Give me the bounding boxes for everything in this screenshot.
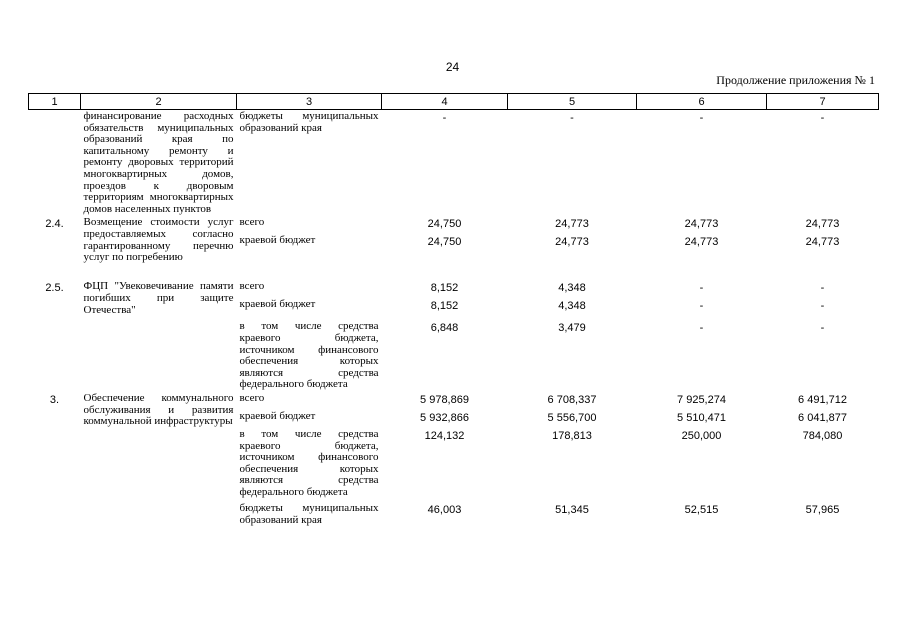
value-col5: 51,345 bbox=[555, 503, 589, 516]
funding-source: бюджеты муниципальных образований края bbox=[239, 501, 379, 526]
value-col5: 3,479 bbox=[558, 322, 586, 335]
budget-table bbox=[28, 93, 879, 527]
header-row bbox=[29, 94, 879, 110]
value-col7: 24,773 bbox=[805, 218, 840, 231]
value-col5: 4,348 bbox=[558, 282, 586, 295]
value-col5: 5 556,700 bbox=[547, 411, 597, 424]
value-col5: - bbox=[570, 112, 574, 124]
value-col7: - bbox=[820, 300, 825, 313]
col-header-1: 1 bbox=[29, 94, 81, 110]
funding-source: краевой бюджет bbox=[239, 298, 316, 311]
funding-source: всего bbox=[239, 280, 265, 293]
value-col6: 250,000 bbox=[681, 429, 722, 442]
row-number: 2.4. bbox=[45, 218, 64, 231]
value-col4: 46,003 bbox=[427, 503, 462, 516]
funding-source: в том числе средства краевого бюджета, источником финансового обеспечения которых являются средства федерального бюджета bbox=[239, 320, 379, 391]
value-col4: 8,152 bbox=[430, 282, 459, 295]
funding-source: краевой бюджет bbox=[239, 234, 316, 247]
value-col6: - bbox=[699, 300, 704, 313]
value-col4: 6,848 bbox=[430, 322, 459, 335]
value-col6: 24,773 bbox=[684, 218, 719, 231]
row-name: финансирование расходных обязательств муниципальных образований края по капитальному ремонту и ремонту дворовых территорий многоквартирных домов, проездов к дворовым территориям многоквартирных домов населенных пунктов bbox=[83, 110, 234, 215]
col-header-4: 4 bbox=[382, 94, 508, 110]
value-col6: 7 925,274 bbox=[677, 393, 726, 406]
row-name: Возмещение стоимости услуг предоставляемых согласно гарантированному перечню услуг по погребению bbox=[83, 216, 234, 264]
col-header-3: 3 bbox=[237, 94, 382, 110]
col-header-5: 5 bbox=[508, 94, 637, 110]
value-col6: 24,773 bbox=[684, 236, 719, 249]
funding-source: краевой бюджет bbox=[239, 409, 316, 422]
row-number: 2.5. bbox=[45, 282, 64, 295]
funding-source: всего bbox=[239, 391, 265, 404]
value-col7: 6 041,877 bbox=[798, 411, 847, 424]
col-header-6: 6 bbox=[637, 94, 767, 110]
col-header-7: 7 bbox=[767, 94, 879, 110]
row-number bbox=[29, 110, 81, 217]
value-col7: - bbox=[820, 112, 825, 124]
value-col6: 5 510,471 bbox=[677, 411, 726, 424]
value-col7: 6 491,712 bbox=[798, 393, 847, 406]
table-row bbox=[29, 280, 879, 298]
funding-source: в том числе средства краевого бюджета, источником финансового обеспечения которых являются средства федерального бюджета bbox=[239, 427, 379, 498]
value-col7: - bbox=[820, 282, 825, 295]
funding-source: всего bbox=[239, 216, 265, 229]
row-number: 3. bbox=[49, 393, 60, 406]
value-col5: 4,348 bbox=[558, 300, 586, 313]
value-col6: - bbox=[699, 322, 704, 335]
value-col4: 124,132 bbox=[424, 429, 465, 442]
value-col4: 8,152 bbox=[430, 300, 459, 313]
table-row bbox=[29, 216, 879, 234]
table-row bbox=[29, 110, 879, 217]
row-name: ФЦП "Увековечивание памяти погибших при защите Отечества" bbox=[83, 280, 234, 316]
value-col4: 5 932,866 bbox=[420, 411, 469, 424]
value-col6: 52,515 bbox=[684, 503, 719, 516]
value-col7: 784,080 bbox=[802, 429, 843, 442]
table-row bbox=[29, 392, 879, 410]
value-col5: 178,813 bbox=[552, 429, 592, 442]
value-col4: - bbox=[442, 112, 447, 124]
value-col7: 57,965 bbox=[805, 503, 840, 516]
value-col7: 24,773 bbox=[805, 236, 840, 249]
funding-source: бюджеты муниципальных образований края bbox=[239, 110, 379, 134]
page-number: 24 bbox=[445, 60, 460, 74]
value-col5: 6 708,337 bbox=[547, 393, 597, 406]
value-col6: - bbox=[699, 112, 704, 124]
value-col5: 24,773 bbox=[555, 218, 589, 231]
appendix-caption: Продолжение приложения № 1 bbox=[716, 73, 875, 87]
value-col5: 24,773 bbox=[555, 236, 589, 249]
value-col4: 24,750 bbox=[427, 236, 462, 249]
value-col7: - bbox=[820, 322, 825, 335]
row-name: Обеспечение коммунального обслуживания и развития коммунальной инфраструктуры bbox=[83, 391, 234, 428]
value-col6: - bbox=[699, 282, 704, 295]
value-col4: 24,750 bbox=[427, 218, 462, 231]
col-header-2: 2 bbox=[81, 94, 237, 110]
value-col4: 5 978,869 bbox=[420, 393, 469, 406]
